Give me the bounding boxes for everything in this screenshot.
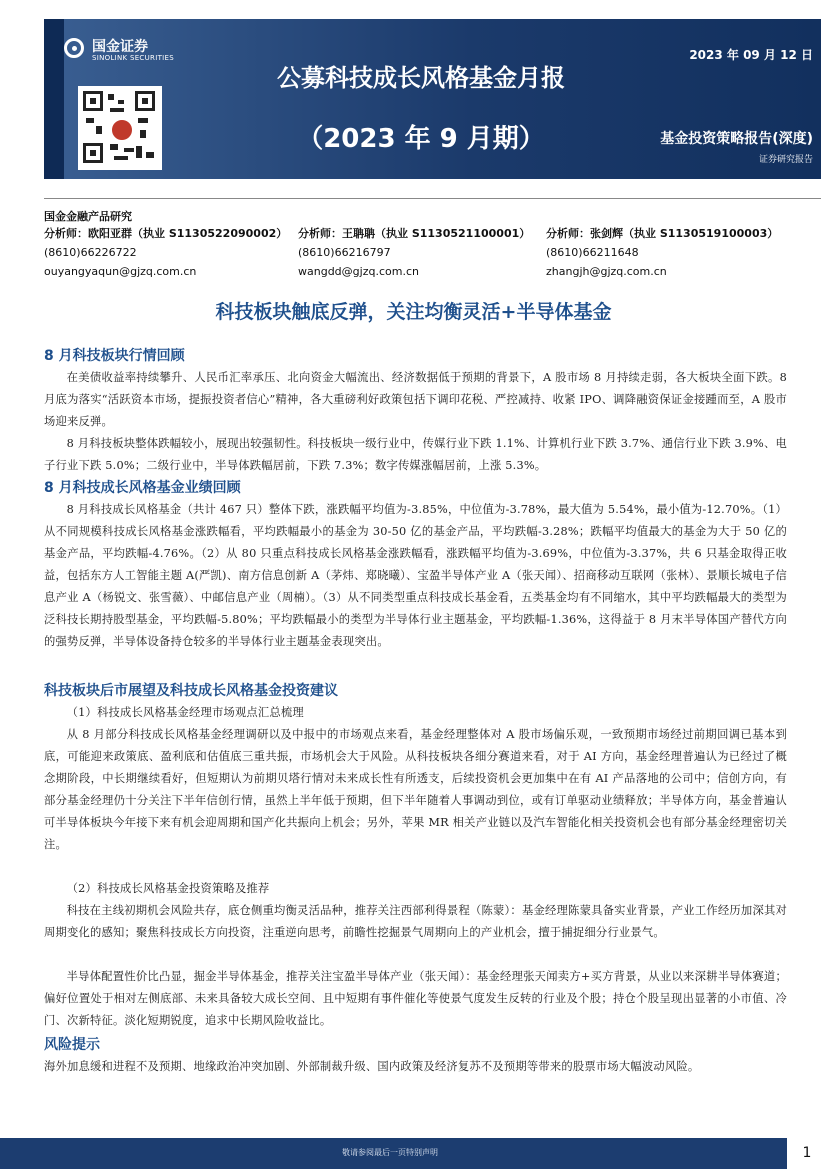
analyst-email[interactable]: ouyangyaqun@gjzq.com.cn <box>44 265 197 278</box>
section-title: 风险提示 <box>44 1037 100 1053</box>
footer-disclaimer: 敬请参阅最后一页特别声明 <box>342 1148 438 1157</box>
analyst-name: 分析师：张剑辉（执业 S1130519100003） <box>546 227 779 240</box>
logo-en-text: SINOLINK SECURITIES <box>92 54 174 62</box>
analyst-name: 分析师：王聃聃（执业 S1130521100001） <box>298 227 531 240</box>
analyst-phone: (8610)66211648 <box>546 246 639 259</box>
section-title: 8 月科技成长风格基金业绩回顾 <box>44 480 241 496</box>
analyst-block <box>298 224 530 281</box>
analyst-block <box>546 224 778 281</box>
company-logo <box>64 36 184 72</box>
page-number: 1 <box>787 1138 827 1169</box>
qr-finder <box>83 91 103 111</box>
report-type: 基金投资策略报告(深度) <box>660 131 813 147</box>
page-footer <box>0 1138 827 1169</box>
qr-center-logo-icon <box>110 118 134 142</box>
paragraph: 在美债收益率持续攀升、人民币汇率承压、北向资金大幅流出、经济数据低于预期的背景下，A 股市场 8 月持续走弱，各大板块全面下跌。8 月底为落实“活跃资本市场，提振投资者信心”精神，各大重磅利好政策包括下调印花税、严控减持、收紧 IPO、调降融资保证金接踵而至，A 股市场迎来反弹。 <box>44 371 787 428</box>
analyst-phone: (8610)66216797 <box>298 246 391 259</box>
report-title: 公募科技成长风格基金月报 <box>277 64 565 92</box>
subsection-title: （2）科技成长风格基金投资策略及推荐 <box>66 882 270 895</box>
paragraph: 从 8 月部分科技成长风格基金经理调研以及中报中的市场观点来看，基金经理整体对 A 股市场偏乐观，一致预期市场经过前期回调已基本到底，可能迎来政策底、盈利底和估值底三重共振，市场机会大于风险。从科技板块各细分赛道来看，对于 AI 方向，基金经理普遍认为已经过了概念期阶段，中长期继续看好，但短期认为前期贝塔行情对未来成长性有所透支，后续投资机会更加集中在有 AI 产品落地的公司中；信创方向，有部分基金经理仍十分关注下半年信创行情，虽然上半年低于预期，但下半年随着人事调动到位，或有订单驱动业绩释放；半导体方向，基金普遍认可半导体板块今年接下来有机会迎周期和国产化共振向上机会；另外，苹果 MR 相关产业链以及汽车智能化相关投资机会也有部分基金经理密切关注。 <box>44 728 787 851</box>
section-title: 8 月科技板块行情回顾 <box>44 348 185 364</box>
report-category: 证券研究报告 <box>758 155 813 165</box>
research-org: 国金金融产品研究 <box>44 210 132 223</box>
qr-finder <box>135 91 155 111</box>
qr-code-icon <box>78 86 162 170</box>
paragraph: 8 月科技板块整体跌幅较小，展现出较强韧性。科技板块一级行业中，传媒行业下跌 1.1%、计算机行业下跌 3.7%、通信行业下跌 3.9%、电子行业下跌 5.0%；二级行业中，半导体跌幅居前，下跌 7.3%；数字传媒涨幅居前，上涨 5.3%。 <box>44 437 787 472</box>
banner-stripe <box>44 19 64 179</box>
paragraph: 科技在主线初期机会风险共存，底仓侧重均衡灵活品种，推荐关注西部利得景程（陈蒙）：基金经理陈蒙具备实业背景，产业工作经历加深其对周期变化的感知；聚焦科技成长方向投资，注重逆向思考，前瞻性挖掘景气周期向上的产业机会，擅于捕捉细分行业景气。 <box>44 904 787 939</box>
analyst-email[interactable]: wangdd@gjzq.com.cn <box>298 265 419 278</box>
analyst-phone: (8610)66226722 <box>44 246 137 259</box>
report-date: 2023 年 09 月 12 日 <box>689 48 813 62</box>
report-subtitle: （2023 年 9 月期） <box>297 124 545 154</box>
logo-mark-icon <box>64 38 84 58</box>
paragraph: 8 月科技成长风格基金（共计 467 只）整体下跌，涨跌幅平均值为-3.85%，中位值为-3.78%，最大值为 5.54%，最小值为-12.70%。（1）从不同规模科技成长风格基金涨跌幅看，平均跌幅最小的基金为 30-50 亿的基金产品，平均跌幅-3.28%；跌幅平均值最大的基金为大于 50 亿的基金产品，平均跌幅-4.76%。（2）从 80 只重点科技成长风格基金涨跌幅看，涨跌幅平均值为-3.69%，中位值为-3.37%，共 6 只基金取得正收益，包括东方人工智能主题 A(严凯)、南方信息创新 A（茅炜、郑晓曦）、宝盈半导体产业 A（张天闻）、招商移动互联网（张林）、景顺长城电子信息产业 A（杨锐文、张雪薇）、中邮信息产业（周楠）。（3）从不同类型重点科技成长基金看，五类基金均有不同缩水，其中平均跌幅最大的类型为泛科技长期持股型基金，平均跌幅-5.80%；平均跌幅最小的类型为半导体行业主题基金，平均跌幅-1.36%，这得益于 8 月末半导体国产替代方向的强势反弹，半导体设备持仓较多的半导体行业主题基金表现突出。 <box>44 503 787 648</box>
analyst-email[interactable]: zhangjh@gjzq.com.cn <box>546 265 667 278</box>
paragraph: 半导体配置性价比凸显，掘金半导体基金，推荐关注宝盈半导体产业（张天闻）：基金经理张天闻卖方+买方背景，从业以来深耕半导体赛道；偏好位置处于相对左侧底部、未来具备较大成长空间、且中短期有事件催化等使景气度发生反转的行业及个股；持仓个股呈现出显著的小市值、冷门、次新特征。淡化短期锐度，追求中长期风险收益比。 <box>44 970 787 1027</box>
logo-cn-text: 国金证券 <box>92 39 148 55</box>
divider <box>44 198 821 199</box>
analyst-name: 分析师：欧阳亚群（执业 S1130522090002） <box>44 227 288 240</box>
qr-finder <box>83 143 103 163</box>
analyst-block <box>44 224 287 281</box>
paragraph: 海外加息缓和进程不及预期、地缘政治冲突加剧、外部制裁升级、国内政策及经济复苏不及预期等带来的股票市场大幅波动风险。 <box>44 1060 700 1073</box>
report-headline: 科技板块触底反弹，关注均衡灵活+半导体基金 <box>215 301 612 323</box>
section-title: 科技板块后市展望及科技成长风格基金投资建议 <box>44 683 338 699</box>
subsection-title: （1）科技成长风格基金经理市场观点汇总梳理 <box>66 706 304 719</box>
